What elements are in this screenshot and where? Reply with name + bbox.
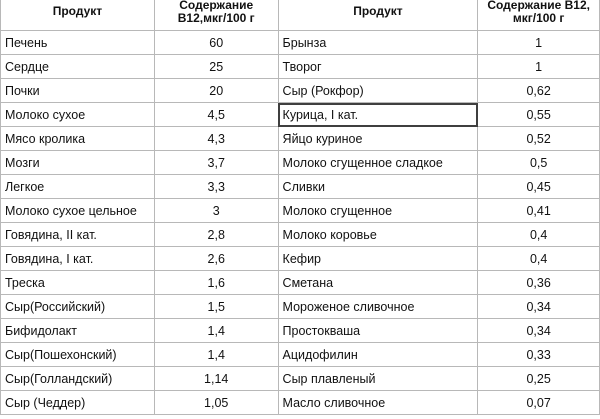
- value-cell-left[interactable]: 1,5: [154, 295, 278, 319]
- product-cell-left[interactable]: Бифидолакт: [1, 319, 155, 343]
- product-cell-left[interactable]: Молоко сухое цельное: [1, 199, 155, 223]
- value-cell-right[interactable]: 0,55: [478, 103, 600, 127]
- value-cell-right[interactable]: 0,62: [478, 79, 600, 103]
- value-cell-right[interactable]: 0,36: [478, 271, 600, 295]
- table-row: [1, 175, 600, 199]
- value-cell-left[interactable]: 1,4: [154, 319, 278, 343]
- table-row: [1, 343, 600, 367]
- header-content-left-text: Содержание В12,мкг/100 г: [177, 0, 255, 25]
- table-row: [1, 199, 600, 223]
- product-cell-right[interactable]: Яйцо куриное: [278, 127, 478, 151]
- header-product-left: Продукт: [1, 0, 155, 31]
- value-cell-left[interactable]: 60: [154, 31, 278, 55]
- product-cell-left[interactable]: Сыр (Чеддер): [1, 391, 155, 415]
- value-cell-right[interactable]: 1: [478, 31, 600, 55]
- product-cell-right[interactable]: Молоко сгущенное: [278, 199, 478, 223]
- product-cell-left[interactable]: Сердце: [1, 55, 155, 79]
- value-cell-right[interactable]: 0,25: [478, 367, 600, 391]
- value-cell-right[interactable]: 0,5: [478, 151, 600, 175]
- table-row: [1, 31, 600, 55]
- table-row: [1, 79, 600, 103]
- value-cell-right[interactable]: 1: [478, 55, 600, 79]
- product-cell-right[interactable]: Молоко сгущенное сладкое: [278, 151, 478, 175]
- header-content-right-text: Содержание В12, мкг/100 г: [487, 0, 590, 25]
- product-cell-right[interactable]: Сыр плавленый: [278, 367, 478, 391]
- value-cell-left[interactable]: 1,4: [154, 343, 278, 367]
- value-cell-left[interactable]: 3: [154, 199, 278, 223]
- product-cell-right[interactable]: Ацидофилин: [278, 343, 478, 367]
- value-cell-right[interactable]: 0,34: [478, 319, 600, 343]
- product-cell-left[interactable]: Сыр(Голландский): [1, 367, 155, 391]
- value-cell-right[interactable]: 0,07: [478, 391, 600, 415]
- table-row: [1, 367, 600, 391]
- product-cell-right[interactable]: Масло сливочное: [278, 391, 478, 415]
- value-cell-left[interactable]: 25: [154, 55, 278, 79]
- table-row: [1, 127, 600, 151]
- header-product-right: Продукт: [278, 0, 478, 31]
- table-row: [1, 223, 600, 247]
- product-cell-left[interactable]: Мясо кролика: [1, 127, 155, 151]
- table-row: [1, 295, 600, 319]
- table-header-row: [1, 0, 600, 31]
- value-cell-right[interactable]: 0,45: [478, 175, 600, 199]
- product-cell-left[interactable]: Говядина, I кат.: [1, 247, 155, 271]
- product-cell-right[interactable]: Сметана: [278, 271, 478, 295]
- product-cell-left[interactable]: Легкое: [1, 175, 155, 199]
- value-cell-left[interactable]: 4,3: [154, 127, 278, 151]
- header-content-right: [478, 0, 600, 31]
- product-cell-left[interactable]: Треска: [1, 271, 155, 295]
- table-row: [1, 271, 600, 295]
- product-cell-left[interactable]: Сыр(Пошехонский): [1, 343, 155, 367]
- value-cell-left[interactable]: 20: [154, 79, 278, 103]
- value-cell-right[interactable]: 0,41: [478, 199, 600, 223]
- product-cell-left[interactable]: Почки: [1, 79, 155, 103]
- product-cell-left[interactable]: Молоко сухое: [1, 103, 155, 127]
- product-cell-right[interactable]: Кефир: [278, 247, 478, 271]
- value-cell-left[interactable]: 2,8: [154, 223, 278, 247]
- product-cell-right[interactable]: Творог: [278, 55, 478, 79]
- value-cell-right[interactable]: 0,52: [478, 127, 600, 151]
- product-cell-left[interactable]: Сыр(Российский): [1, 295, 155, 319]
- table-row: [1, 319, 600, 343]
- product-cell-right[interactable]: Простокваша: [278, 319, 478, 343]
- value-cell-left[interactable]: 1,05: [154, 391, 278, 415]
- product-cell-left[interactable]: Мозги: [1, 151, 155, 175]
- value-cell-left[interactable]: 3,3: [154, 175, 278, 199]
- product-cell-left[interactable]: Говядина, II кат.: [1, 223, 155, 247]
- product-cell-right[interactable]: Брынза: [278, 31, 478, 55]
- product-cell-right[interactable]: Сыр (Рокфор): [278, 79, 478, 103]
- product-cell-right[interactable]: Мороженое сливочное: [278, 295, 478, 319]
- table-row: [1, 391, 600, 415]
- product-cell-left[interactable]: Печень: [1, 31, 155, 55]
- header-content-left: [154, 0, 278, 31]
- value-cell-left[interactable]: 4,5: [154, 103, 278, 127]
- value-cell-right[interactable]: 0,33: [478, 343, 600, 367]
- value-cell-right[interactable]: 0,4: [478, 247, 600, 271]
- value-cell-left[interactable]: 2,6: [154, 247, 278, 271]
- value-cell-left[interactable]: 1,6: [154, 271, 278, 295]
- value-cell-left[interactable]: 1,14: [154, 367, 278, 391]
- value-cell-right[interactable]: 0,34: [478, 295, 600, 319]
- table-row: [1, 103, 600, 127]
- product-cell-right[interactable]: Молоко коровье: [278, 223, 478, 247]
- table-row: [1, 247, 600, 271]
- product-cell-right[interactable]: Сливки: [278, 175, 478, 199]
- value-cell-left[interactable]: 3,7: [154, 151, 278, 175]
- table-row: [1, 151, 600, 175]
- product-cell-right[interactable]: Курица, I кат.: [278, 103, 478, 127]
- table-row: [1, 55, 600, 79]
- value-cell-right[interactable]: 0,4: [478, 223, 600, 247]
